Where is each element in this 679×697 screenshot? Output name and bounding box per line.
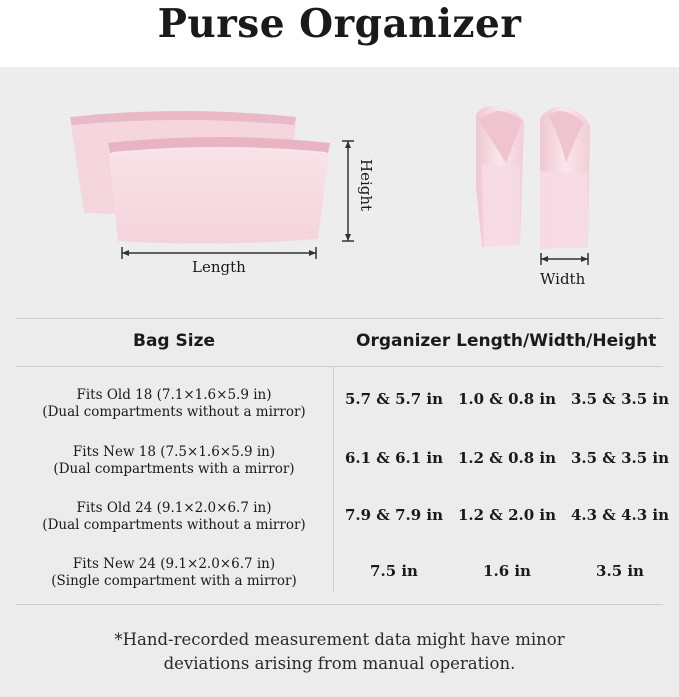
bag-size-name: Fits New 24 (9.1×2.0×6.7 in) [72, 556, 276, 572]
width-arrow [541, 253, 588, 265]
table-row-bag [16, 387, 332, 421]
bag-size-name: Fits New 18 (7.5×1.6×5.9 in) [72, 444, 276, 460]
header-bag-size: Bag Size [132, 331, 215, 351]
organizer-width: 1.6 in [483, 562, 531, 580]
organizer-length: 5.7 & 5.7 in [344, 390, 443, 408]
length-label: Length [192, 258, 246, 276]
header-organizer-dims: Organizer Length/Width/Height [356, 331, 657, 351]
organizer-height: 3.5 & 3.5 in [570, 390, 669, 408]
width-label: Width [540, 270, 586, 288]
table-top-divider [16, 318, 663, 319]
height-label: Height [357, 159, 375, 212]
footnote-line-2: deviations arising from manual operation. [163, 654, 516, 673]
bag-size-note: (Dual compartments without a mirror) [42, 404, 306, 420]
organizer-length: 7.5 in [370, 562, 418, 580]
bag-size-name: Fits Old 18 (7.1×1.6×5.9 in) [76, 387, 272, 403]
table-row-bag [16, 500, 332, 534]
front-organizer [108, 137, 330, 244]
table-row-bag [16, 556, 332, 590]
bag-size-note: (Dual compartments with a mirror) [53, 461, 295, 477]
organizer-width: 1.2 & 2.0 in [457, 506, 556, 524]
bag-size-note: (Dual compartments without a mirror) [42, 517, 306, 533]
bag-size-name: Fits Old 24 (9.1×2.0×6.7 in) [76, 500, 272, 516]
organizer-height: 3.5 in [596, 562, 644, 580]
side-organizer-right [540, 107, 590, 249]
table-bottom-divider [16, 604, 663, 605]
table-column-divider [333, 366, 334, 592]
organizer-width: 1.0 & 0.8 in [457, 390, 556, 408]
table-row-bag [16, 444, 332, 478]
organizer-length: 7.9 & 7.9 in [344, 506, 443, 524]
footnote-line-1: *Hand-recorded measurement data might have minor [114, 630, 565, 649]
height-arrow [342, 141, 354, 241]
organizer-height: 3.5 & 3.5 in [570, 449, 669, 467]
product-photo [0, 67, 679, 317]
page-title: Purse Organizer [157, 1, 522, 47]
organizer-height: 4.3 & 4.3 in [570, 506, 669, 524]
table-header-divider [16, 366, 663, 367]
organizer-length: 6.1 & 6.1 in [344, 449, 443, 467]
header-band [0, 0, 679, 67]
organizer-width: 1.2 & 0.8 in [457, 449, 556, 467]
side-organizer-left [476, 106, 524, 247]
measurement-footnote [0, 628, 679, 676]
bag-size-note: (Single compartment with a mirror) [51, 573, 297, 589]
